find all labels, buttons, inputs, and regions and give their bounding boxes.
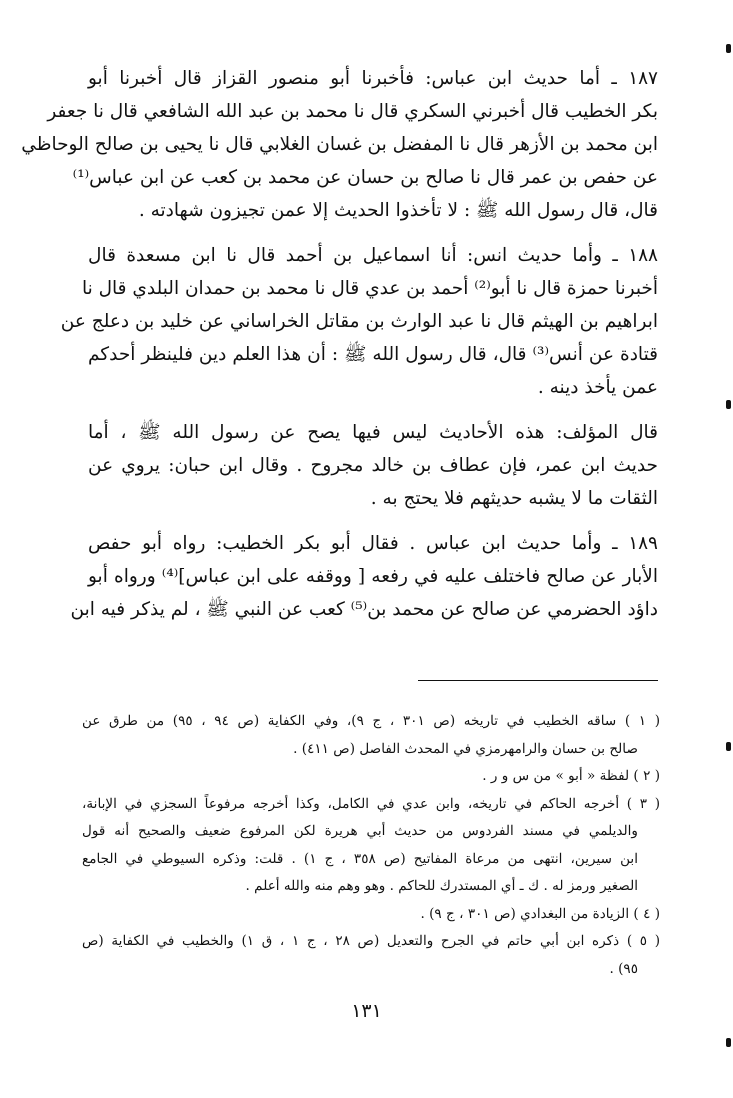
paragraph-188 <box>60 239 658 404</box>
paragraph-author-comment <box>88 416 658 515</box>
text-line: قال المؤلف: هذه الأحاديث ليس فيها يصح عن رسول الله ﷺ ، أما <box>88 422 658 443</box>
footnote-line: ابن سيرين، انتهى من مرعاة المفاتيح (ص ٣٥٨ ، ج ١) . قلت: وذكره السيوطي في الجامع <box>82 850 638 867</box>
text-line: عمن يأخذ دينه . <box>537 377 658 398</box>
footnote-3 <box>82 791 660 901</box>
footnote-line: صالح بن حسان والرامهرمزي في المحدث الفاصل (ص ٤١١) . <box>293 740 638 757</box>
text-line: ١٨٨ ـ وأما حديث انس: أنا اسماعيل بن أحمد قال نا ابن مسعدة قال <box>88 245 658 266</box>
text-line: ابراهيم بن الهيثم قال نا عبد الوارث بن مقاتل الخراساني عن خليد بن دعلج عن <box>60 311 658 332</box>
footnote-4 <box>82 901 660 929</box>
text-line: ابن محمد بن الأزهر قال نا المفضل بن غسان الغلابي قال نا يحيى بن صالح الوحاظي <box>21 134 658 155</box>
footnote-line: ( ٣ ) أخرجه الحاكم في تاريخه، وابن عدي في الكامل، وكذا أخرجه مرفوعاً السجزي في الإبانة، <box>82 795 661 812</box>
text-line: بكر الخطيب قال أخبرني السكري قال نا محمد بن عبد الله الشافعي قال نا جعفر <box>47 101 658 122</box>
footnote-line: ( ٢ ) لفظة « أبو » من س و ر . <box>482 768 660 784</box>
footnote-1 <box>82 708 660 763</box>
margin-mark <box>726 1038 731 1047</box>
main-text <box>21 62 658 638</box>
footnote-line: والديلمي في مسند الفردوس من حديث أبي هريرة لكن المرفوع ضعيف والصحيح أنه قول <box>82 823 638 839</box>
text-line: ١٨٧ ـ أما حديث ابن عباس: فأخبرنا أبو منصور القزاز قال أخبرنا أبو <box>88 68 658 89</box>
text-line: الثقات ما لا يشبه حديثهم فلا يحتج به . <box>370 488 658 509</box>
margin-mark <box>726 742 731 751</box>
footnote-line: ( ١ ) ساقه الخطيب في تاريخه (ص ٣٠١ ، ج ٩)، وفي الكفاية (ص ٩٤ ، ٩٥) من طرق عن <box>82 713 660 729</box>
footnote-2 <box>82 763 660 791</box>
text-line: قال، قال رسول الله ﷺ : لا تأخذوا الحديث إلا عمن تجيزون شهادته . <box>138 200 658 221</box>
text-line: قتادة عن أنس⁽³⁾ قال، قال رسول الله ﷺ : أن هذا العلم دين فلينظر أحدكم <box>88 344 658 365</box>
footnote-line: ( ٥ ) ذكره ابن أبي حاتم في الجرح والتعديل (ص ٢٨ ، ج ١ ، ق ١) والخطيب في الكفاية (ص <box>82 933 661 949</box>
paragraph-187 <box>21 62 658 227</box>
paragraph-189 <box>70 527 658 626</box>
text-line: حديث ابن عمر، فإن عطاف بن خالد مجروح . وقال ابن حبان: يروي عن <box>88 455 658 476</box>
margin-mark <box>726 44 731 53</box>
text-line: الأبار عن صالح فاختلف عليه في رفعه [ ووقفه على ابن عباس]⁽⁴⁾ ورواه أبو <box>88 566 658 587</box>
footnotes <box>82 708 660 983</box>
footnote-line: ( ٤ ) الزيادة من البغدادي (ص ٣٠١ ، ج ٩) . <box>420 905 660 922</box>
text-line: أخبرنا حمزة قال نا أبو⁽²⁾ أحمد بن عدي قال نا محمد بن حمدان البلدي قال نا <box>81 278 658 299</box>
page-number: ١٣١ <box>351 1000 382 1022</box>
footnote-line: ٩٥) . <box>609 960 638 977</box>
text-line: عن حفص بن عمر قال نا صالح بن حسان عن محمد بن كعب عن ابن عباس⁽¹⁾ <box>72 167 658 188</box>
text-line: ١٨٩ ـ وأما حديث ابن عباس . فقال أبو بكر الخطيب: رواه أبو حفص <box>88 533 658 554</box>
footnote-line: الصغير ورمز له . ك ـ أي المستدرك للحاكم . وهو وهم منه والله أعلم . <box>245 878 638 894</box>
footnote-divider <box>418 680 658 681</box>
text-line: داؤد الحضرمي عن صالح عن محمد بن⁽⁵⁾ كعب عن النبي ﷺ ، لم يذكر فيه ابن <box>70 599 658 620</box>
footnote-5 <box>82 928 660 983</box>
margin-mark <box>726 400 731 409</box>
